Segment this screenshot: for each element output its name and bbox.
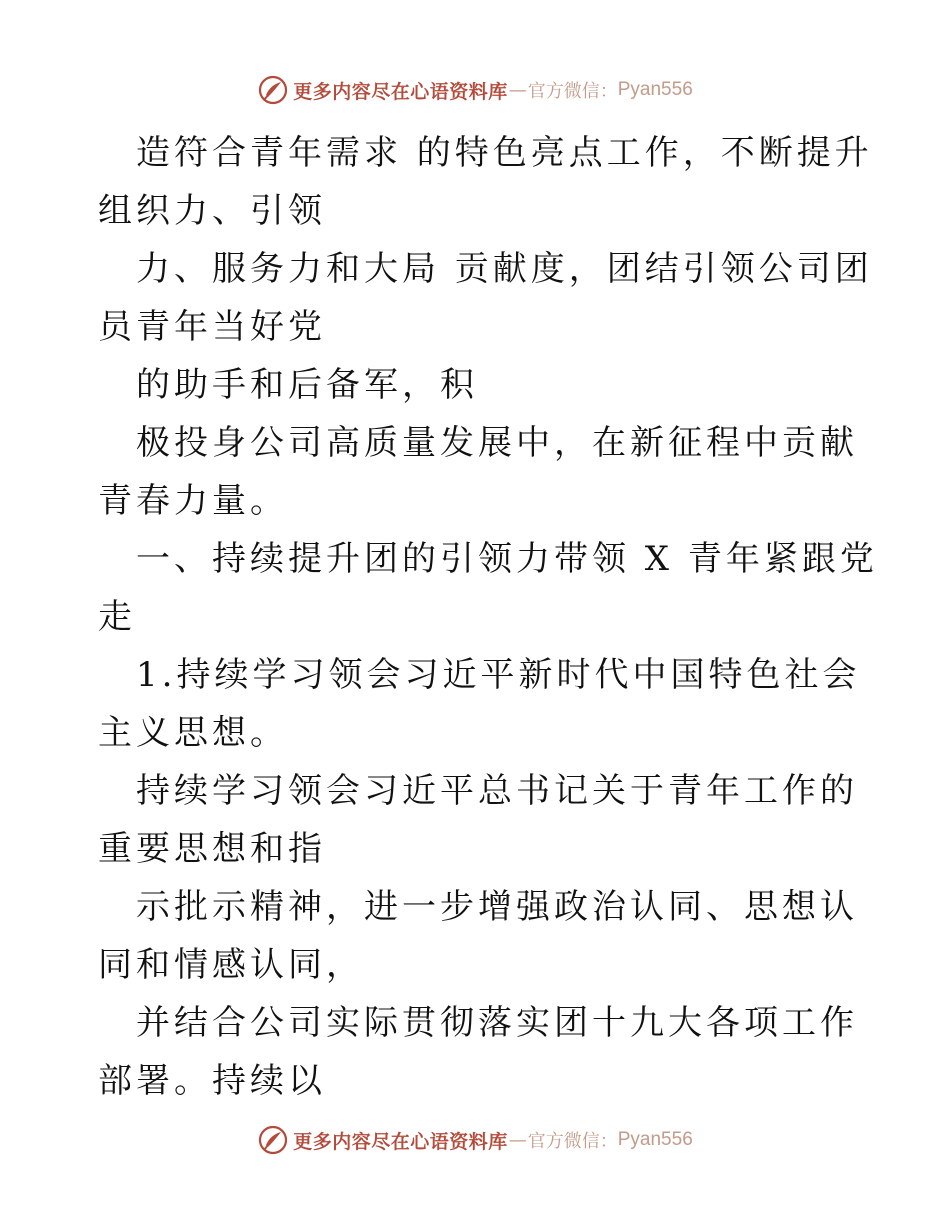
section-heading: 一、持续提升团的引领力带领 X 青年紧跟党走 xyxy=(98,539,878,637)
site-name-text: 更多内容尽在心语资料库 xyxy=(293,1130,508,1153)
document-body xyxy=(98,124,878,1110)
paragraph: 的助手和后备军，积 xyxy=(136,365,478,405)
paragraph: 持续学习领会习近平总书记关于青年工作的重要思想和指 xyxy=(98,771,858,869)
paragraph: 极投身公司高质量发展中，在新征程中贡献青春力量。 xyxy=(98,423,858,521)
separator-dash: — xyxy=(508,1129,527,1151)
site-name-text: 更多内容尽在心语资料库 xyxy=(293,80,508,103)
wechat-id: Pyan556 xyxy=(617,1129,693,1150)
brand-logo-icon xyxy=(257,74,289,106)
wechat-id: Pyan556 xyxy=(617,79,693,100)
paragraph: 示批示精神，进一步增强政治认同、思想认同和情感认同， xyxy=(98,887,858,985)
footer-banner xyxy=(0,1120,950,1160)
paragraph: 造符合青年需求 的特色亮点工作，不断提升组织力、引领 xyxy=(98,133,873,231)
wechat-label: 官方微信： xyxy=(527,81,618,102)
header-banner xyxy=(0,70,950,110)
brand-logo-icon xyxy=(257,1124,289,1156)
paragraph: 1.持续学习领会习近平新时代中国特色社会主义思想。 xyxy=(98,655,861,753)
paragraph: 力、服务力和大局 贡献度，团结引领公司团员青年当好党 xyxy=(98,249,873,347)
wechat-label: 官方微信： xyxy=(527,1131,618,1152)
paragraph: 并结合公司实际贯彻落实团十九大各项工作部署。持续以 xyxy=(98,1003,858,1101)
separator-dash: — xyxy=(508,79,527,101)
